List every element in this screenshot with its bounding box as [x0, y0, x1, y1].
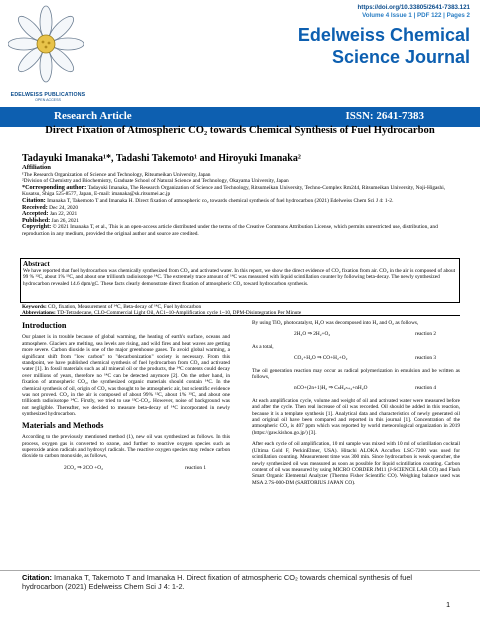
footer-citation-label: Citation:	[22, 573, 52, 582]
received-value: Dec 24, 2020	[47, 204, 79, 211]
doi-link[interactable]: https://doi.org/10.33805/2641-7383.121	[357, 4, 470, 11]
article-type: Research Article	[54, 110, 132, 122]
right-paragraph-5: After each cycle of oil amplification, 10 ml sample was mixed with 10 ml of scintillation cocktail (Ultima Gold F, PerkinElmer, USA). Hitachi ALOKA Accuflex LSC-7200 was used for scintillation counting. Measurement time was 300 min. Since hydrocarbon is weak quencher, the newly synthesized oil was measured as soon as possible for liquid scintillation counting. Carbon content of oil was measured by using MICRO CORDER JM11 (J-SCIENCE LAB CO) and Flash Smart Organic Elemental Analyzer (Thermo Fisher Scientific CO). Weighing balance used was MSA 2.7S-000-DM (SARTORIUS JAPAN CO).	[252, 441, 460, 486]
corresponding-author	[22, 185, 460, 198]
citation-heading: Citation:	[22, 196, 46, 204]
accepted-date	[22, 211, 460, 218]
introduction-heading: Introduction	[22, 321, 67, 330]
author-list: Tadayuki Imanaka¹*, Tadashi Takemoto¹ and Hiroyuki Imanaka²	[22, 153, 301, 164]
petal	[40, 6, 52, 38]
affiliation-1: ¹The Research Organization of Science and Technology, Ritsumeikan University, Japan	[22, 171, 211, 178]
edelweiss-flower-logo	[8, 4, 84, 94]
journal-title-line1: Edelweiss Chemical	[297, 25, 470, 45]
petal	[52, 38, 84, 50]
corresponding-text: Tadayuki Imanaka, The Research Organization of Science and Technology, Ritsumeikan University, Techno-Complex Rm244, Ritsumeikan University, Noji-Higashi, Kusatsu, Shiga 525-8577, Japan, E-mail: imanaka@sk.ritsumei.ac.jp	[22, 184, 446, 198]
introduction-paragraph: Our planet is in trouble because of global warming, the heating of earth's surface, oceans and atmosphere. Glaciers are melting, sea levels are rising, and wild fires and heat waves are getting more severe. Carbon dioxide is one of the major greenhouse gases. To avoid global warming, a significant shift from "low carbon" to "decarbonization" society is necessary. From this standpoint, we have published chemical synthesis of fuel hydrocarbon from CO₂ and activated water [1]. In fossil materials such as all mineral oil or the products, the ¹⁴C contents could decay over millions of years, therefore no ¹⁴C can be detected anymore [2]. On the other hand, in fixation of atmospheric CO₂, the synthesized organic materials should contain ¹⁴C. In the chemical synthesis of oil, origin of CO₂ was thought to be atmospheric air, but scientific evidence was not proved. CO₂ in the air is composed of about 99% ¹²C, about 1% ¹³C, and about one trillionth radioisotope ¹⁴C. Firstly, we tried to use ¹³C-CO₂. However, noise of background was not negligible. Thereafter, we decided to measure beta-decay of ¹⁴C incorporated in newly synthesized hydrocarbon.	[22, 334, 230, 418]
journal-title	[170, 24, 470, 68]
article-metadata	[22, 165, 460, 238]
abbreviations-label: Abbreviations:	[22, 310, 56, 317]
accepted-value: Jan 22, 2021	[48, 211, 78, 218]
received-label: Received:	[22, 203, 48, 211]
keywords-text: CO₂ fixation, Measurement of ¹⁴C, Beta-decay of ¹⁴C, Fuel hydrocarbon	[46, 304, 202, 310]
volume-info: Volume 4 Issue 1 | PDF 122 | Pages 2	[362, 12, 470, 19]
methods-heading: Materials and Methods	[22, 420, 104, 430]
footer-citation-text: Imanaka T, Takemoto T and Imanaka H. Direct fixation of atmospheric CO₂ towards chemical synthesis of fuel hydrocarbon (2021) Edelweiss Chem Sci J 4: 1-2.	[22, 573, 413, 592]
citation-line	[22, 198, 460, 205]
abstract-heading: Abstract	[23, 260, 50, 268]
divider	[20, 315, 460, 316]
abstract-text: We have reported that fuel hydrocarbon was chemically synthesized from CO₂ and activated water. In this report, we show the direct evidence of CO₂ fixation from air. CO₂ in the air is composed of about 99 % ¹²C, about 1% ¹³C, and about one trillionth radioisotope ¹⁴C. The extremely trace amount of ¹⁴C was measured with liquid scintillation counter by following beta-decay. The newly synthesized hydrocarbon revealed 14.6 dpm/gC. These facts clearly demonstrate direct fixation of atmospheric CO₂ toward hydrocarbon synthesis.	[23, 268, 456, 287]
right-paragraph-1: By using TiO₂ photocatalyst, H₂O was decomposed into H₂ and O₂ as follows,	[252, 320, 419, 326]
published-value: Jan 26, 2021	[50, 217, 79, 224]
copyright	[22, 224, 460, 237]
equation-3	[252, 355, 460, 361]
corresponding-heading: *Corresponding author:	[22, 183, 87, 191]
abbreviations-text: TD-Tetradecane, CLO-Commercial Light Oil, AC1~10-Amplification cycle 1~10, DPM-Disintegration Per Minute	[55, 310, 302, 317]
footer-citation	[22, 573, 422, 591]
equation-1-formula: 2CO₂ ⇒ 2CO +O₂	[64, 464, 103, 471]
left-column	[22, 320, 230, 477]
article-title: Direct Fixation of Atmospheric CO₂ towards Chemical Synthesis of Fuel Hydrocarbon	[45, 125, 435, 136]
accepted-label: Accepted:	[22, 210, 49, 218]
copyright-text: © 2021 Imanaka T, et al., This is an open-access article distributed under the terms of the Creative Commons Attribution License, which permits unrestricted use, distribution, and reproduction in any medium, provided the original author and source are credited.	[22, 224, 438, 237]
copyright-label: Copyright:	[22, 223, 52, 231]
right-column	[252, 320, 460, 491]
flower-center	[37, 35, 55, 53]
methods-paragraph: According to the previously mentioned method (1), new oil was synthesized as follows. In this process, oxygen gas is converted to ozone, and further to reactive oxygen species such as superoxide anion radicals and hydroxyl radicals. The reactive oxygen species may reduce carbon dioxide to carbon monoxide, as follows,	[22, 434, 230, 460]
affiliation-2: ²Division of Chemistry and Biochemistry, Graduate School of Natural Science and Technology, Okayama University, Japan	[22, 178, 289, 185]
equation-2-formula: 2H₂O ⇒ 2H₂+O₂	[294, 331, 331, 338]
footer-divider	[0, 570, 480, 571]
published-label: Published:	[22, 216, 51, 224]
issn: ISSN: 2641-7383	[345, 110, 424, 122]
equation-1-label: reaction 1	[184, 464, 206, 471]
abstract-box	[20, 258, 460, 303]
petal	[8, 38, 40, 50]
equation-1	[22, 465, 230, 471]
article-type-banner	[0, 107, 480, 127]
right-paragraph-2: As a total,	[252, 343, 274, 350]
publisher-name: EDELWEISS PUBLICATIONS	[10, 92, 86, 98]
right-paragraph-3: The oil generation reaction may occur as radical polymerization in emulsion and be written as follows,	[252, 367, 460, 381]
equation-3-label: reaction 3	[414, 355, 436, 362]
page-number: 1	[446, 602, 450, 609]
equation-4-label: reaction 4	[414, 385, 436, 392]
equation-4-formula: nCO+(2n+1)H₂ ⇒ CₙH₂ₙ₊₂+nH₂O	[294, 385, 368, 392]
journal-title-line2: Science Journal	[331, 47, 470, 67]
right-paragraph-4: At each amplification cycle, volume and weight of oil and activated water were measured before and after the cycle. Then real increase of oil was recorded. Oil should be added in this reaction, because it is a template synthesis [1]. Analytical data and characteristics of newly generated oil and original oil have been compared and reported in this journal [1]. Concentration of the atmospheric CO₂ is 407 ppm which was reported by world meteorological organization in 2019 (https://gaw.kishou.go.jp/) [3].	[252, 397, 460, 436]
equation-3-formula: CO₂+H₂O ⇒ CO+H₂+O₂	[294, 355, 348, 362]
received-date	[22, 205, 460, 212]
equation-2	[252, 331, 460, 337]
petal	[40, 50, 52, 82]
citation-text: Imanaka T, Takemoto T and Imanaka H. Direct fixation of atmospheric co₂ towards chemical synthesis of fuel hydrocarbon (2021) Edelweiss Chem Sci J 4: 1-2.	[45, 197, 394, 204]
keywords-label: Keywords:	[22, 304, 47, 310]
publisher-tagline: OPEN ACCESS	[35, 98, 61, 102]
equation-4	[252, 385, 460, 391]
equation-2-label: reaction 2	[414, 331, 436, 338]
affiliation-heading: Affiliation	[22, 164, 51, 171]
